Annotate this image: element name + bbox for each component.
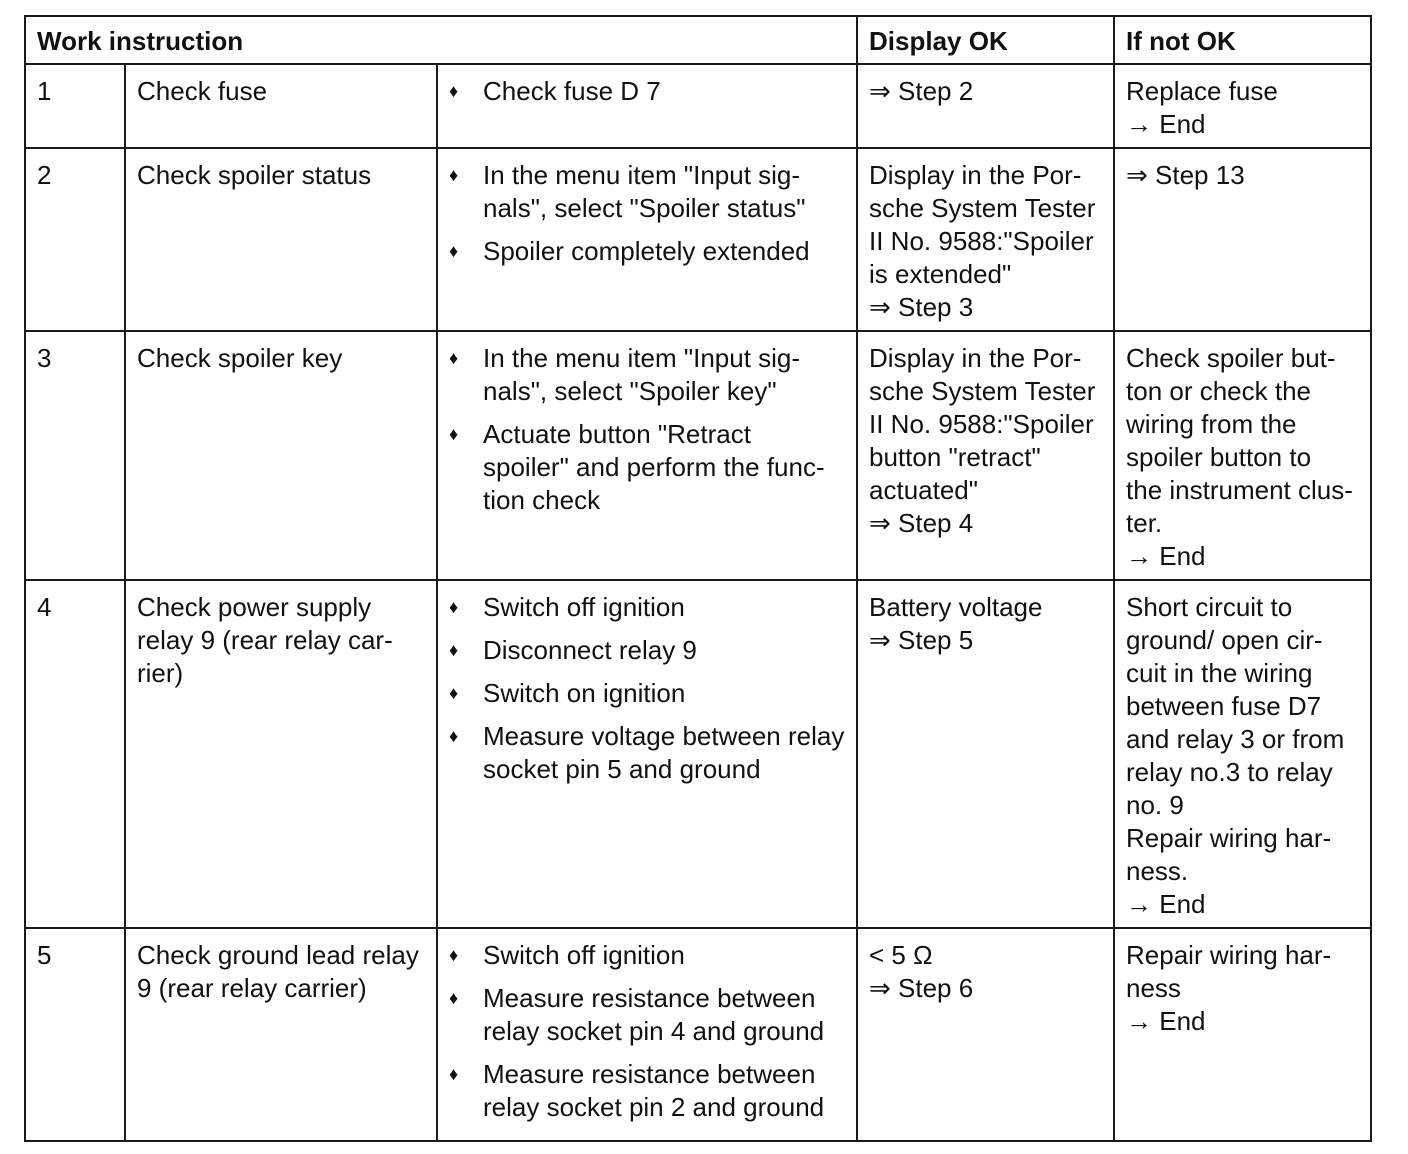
table-row [25,928,1371,1141]
action-item [449,634,846,667]
header-display-ok: Display OK [857,16,1114,64]
actions-cell [437,928,857,1141]
table-row [25,580,1371,928]
diamond-bullet-icon: ♦ [449,165,459,185]
display-ok-cell: Battery voltage ⇒ Step 5 [857,580,1114,928]
if-not-ok-cell: Repair wiring har- ness → End [1114,928,1371,1141]
action-item [449,677,846,710]
if-not-ok-cell: Check spoiler but- ton or check the wiring from the spoiler button to the instrument clus- ter. → End [1114,331,1371,580]
step-title-cell: Check spoiler status [125,148,437,331]
action-item [449,1058,846,1124]
work-instruction-table [24,15,1372,1142]
header-if-not-ok: If not OK [1114,16,1371,64]
action-text: Switch off ignition [483,592,685,622]
action-list [449,591,846,786]
action-item [449,342,846,408]
action-list [449,939,846,1124]
action-item [449,720,846,786]
step-number-cell: 1 [25,64,125,148]
step-title-cell: Check spoiler key [125,331,437,580]
display-ok-cell: ⇒ Step 2 [857,64,1114,148]
action-item [449,159,846,225]
diamond-bullet-icon: ♦ [449,348,459,368]
step-number-cell: 3 [25,331,125,580]
diamond-bullet-icon: ♦ [449,597,459,617]
display-ok-cell: < 5 Ω ⇒ Step 6 [857,928,1114,1141]
action-text: Measure resistance between relay socket pin 4 and ground [483,983,825,1046]
action-list [449,342,846,517]
diamond-bullet-icon: ♦ [449,726,459,746]
action-text: Switch on ignition [483,678,686,708]
action-item [449,939,846,972]
step-title-cell: Check ground lead relay 9 (rear relay carrier) [125,928,437,1141]
diamond-bullet-icon: ♦ [449,683,459,703]
action-list [449,159,846,268]
table-row [25,64,1371,148]
header-work-instruction: Work instruction [25,16,857,64]
step-number-cell: 2 [25,148,125,331]
if-not-ok-cell: Replace fuse → End [1114,64,1371,148]
step-title-cell: Check power supply relay 9 (rear relay car- rier) [125,580,437,928]
table-row [25,331,1371,580]
action-item [449,75,846,108]
diamond-bullet-icon: ♦ [449,1064,459,1084]
action-item [449,418,846,517]
diamond-bullet-icon: ♦ [449,424,459,444]
diamond-bullet-icon: ♦ [449,945,459,965]
if-not-ok-cell: ⇒ Step 13 [1114,148,1371,331]
action-list [449,75,846,108]
action-text: Actuate button "Retract spoiler" and perform the func- tion check [483,419,825,515]
action-text: Switch off ignition [483,940,685,970]
step-title-cell: Check fuse [125,64,437,148]
step-number-cell: 4 [25,580,125,928]
diamond-bullet-icon: ♦ [449,640,459,660]
action-item [449,235,846,268]
header-row [25,16,1371,64]
action-text: Check fuse D 7 [483,76,661,106]
action-text: Spoiler completely extended [483,236,810,266]
diamond-bullet-icon: ♦ [449,988,459,1008]
action-text: Measure resistance between relay socket pin 2 and ground [483,1059,825,1122]
action-text: In the menu item "Input sig- nals", select "Spoiler key" [483,343,801,406]
action-text: Disconnect relay 9 [483,635,697,665]
step-number-cell: 5 [25,928,125,1141]
action-item [449,982,846,1048]
diamond-bullet-icon: ♦ [449,81,459,101]
diamond-bullet-icon: ♦ [449,241,459,261]
actions-cell [437,64,857,148]
if-not-ok-cell: Short circuit to ground/ open cir- cuit in the wiring between fuse D7 and relay 3 or from relay no.3 to relay no. 9 Repair wiring har- ness. → End [1114,580,1371,928]
action-text: Measure voltage between relay socket pin 5 and ground [483,721,845,784]
actions-cell [437,148,857,331]
display-ok-cell: Display in the Por- sche System Tester II No. 9588:"Spoiler is extended" ⇒ Step 3 [857,148,1114,331]
action-item [449,591,846,624]
actions-cell [437,580,857,928]
action-text: In the menu item "Input sig- nals", select "Spoiler status" [483,160,806,223]
table-row [25,148,1371,331]
actions-cell [437,331,857,580]
display-ok-cell: Display in the Por- sche System Tester II No. 9588:"Spoiler button "retract" actuated" ⇒ Step 4 [857,331,1114,580]
work-instruction-document [24,15,1372,1142]
